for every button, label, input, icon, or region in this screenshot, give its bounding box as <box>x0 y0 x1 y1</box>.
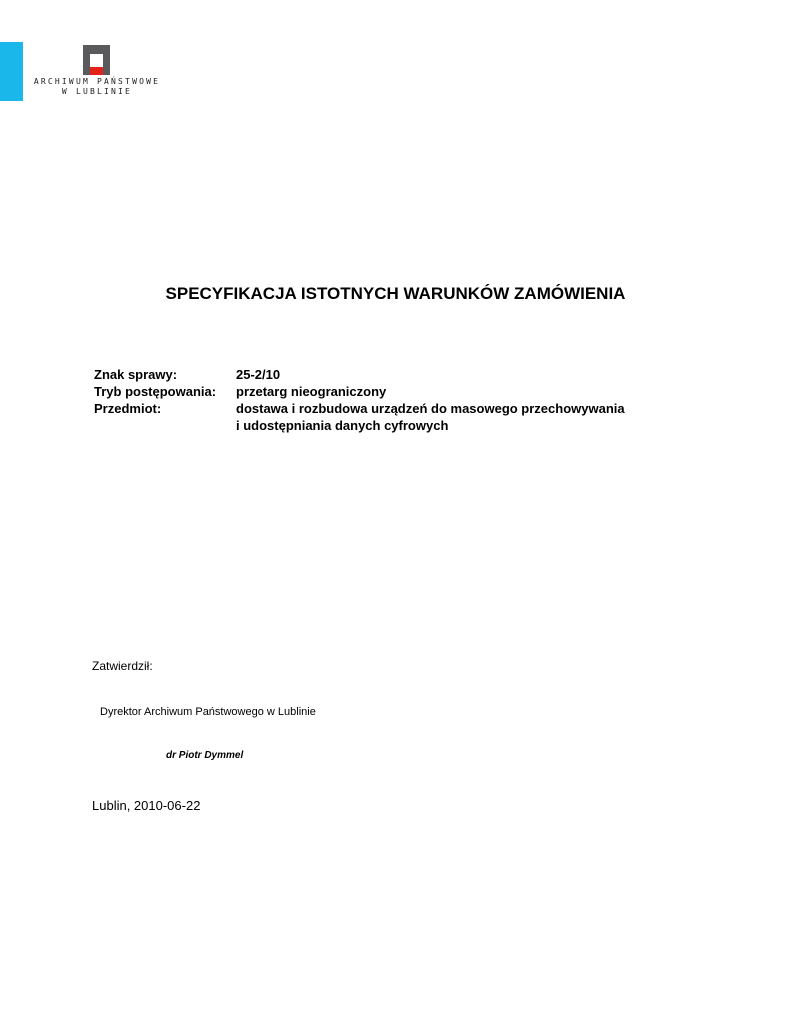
document-title: SPECYFIKACJA ISTOTNYCH WARUNKÓW ZAMÓWIENIA <box>165 284 626 303</box>
approved-label: Zatwierdził: <box>92 659 153 673</box>
archive-logo-icon <box>83 45 110 75</box>
logo-text <box>32 77 162 97</box>
logo-white-square <box>90 54 103 67</box>
field-value: dostawa i rozbudowa urządzeń do masowego przechowywania <box>236 401 625 416</box>
director-title: Dyrektor Archiwum Państwowego w Lublinie <box>100 706 316 718</box>
place-date: Lublin, 2010-06-22 <box>92 798 201 813</box>
field-value: 25-2/10 <box>236 367 281 382</box>
field-value-line-2: i udostępniania danych cyfrowych <box>236 418 449 433</box>
edge-accent-bar <box>0 42 23 101</box>
field-value: przetarg nieograniczony <box>236 384 387 399</box>
signer-name: dr Piotr Dymmel <box>166 750 244 761</box>
field-label: Znak sprawy: <box>94 367 178 382</box>
logo-line-2: W LUBLINIE <box>61 87 133 96</box>
logo-line-1: ARCHIWUM PAŃSTWOWE <box>33 77 161 86</box>
logo-red-square <box>90 67 103 75</box>
field-label: Przedmiot: <box>94 401 162 416</box>
field-label: Tryb postępowania: <box>94 384 217 399</box>
